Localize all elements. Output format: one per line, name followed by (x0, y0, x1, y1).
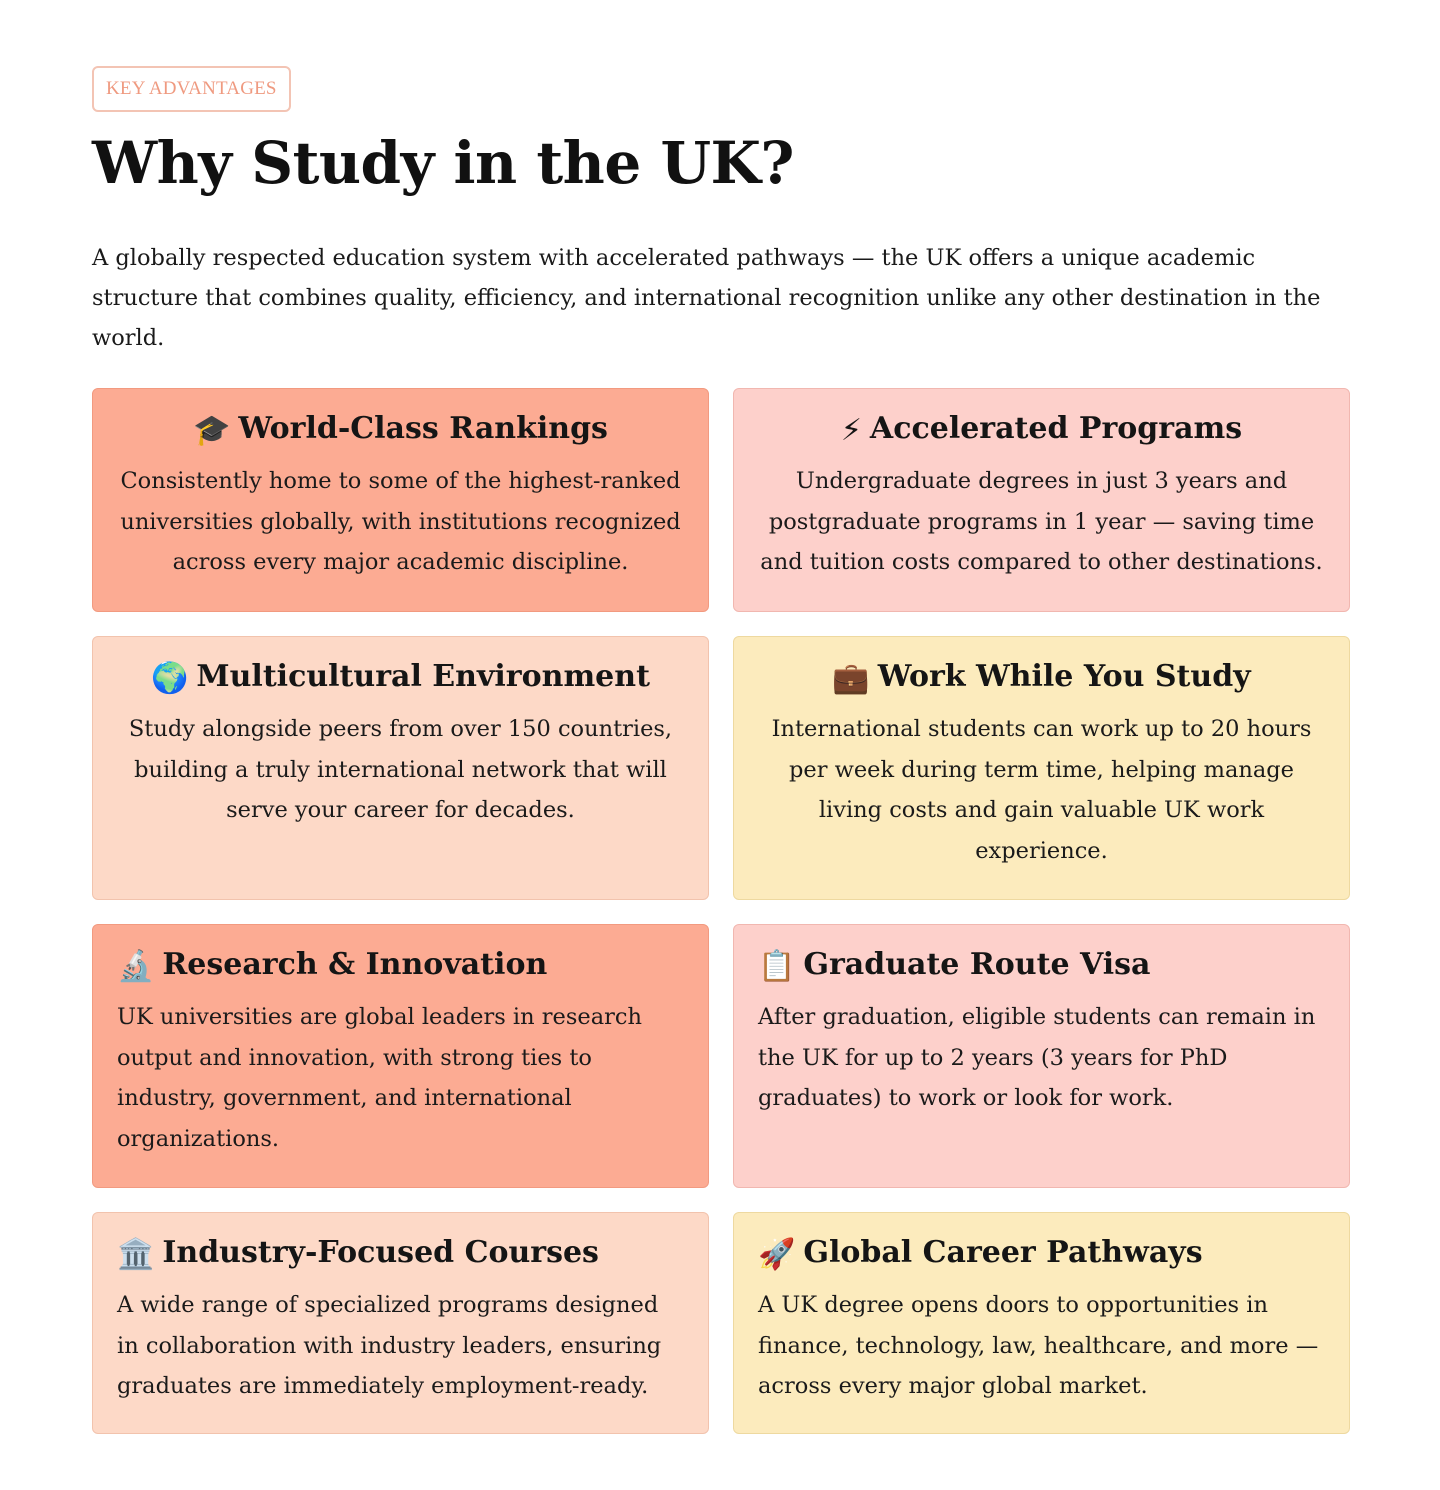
card-description: Undergraduate degrees in just 3 years and postgraduate programs in 1 year — saving time and tuition costs compared to other destinations. (760, 468, 1323, 575)
card-title (758, 1231, 1325, 1277)
globe-icon: 🌍 (151, 661, 189, 696)
card-title-text: Accelerated Programs (869, 411, 1243, 446)
clipboard-icon: 📋 (758, 949, 796, 984)
card-title-text: World-Class Rankings (238, 411, 608, 446)
card-title-text: Work While You Study (877, 659, 1251, 694)
microscope-icon: 🔬 (117, 949, 155, 984)
advantage-card-work-while-you-study (733, 636, 1350, 900)
advantage-card-research-innovation (92, 924, 709, 1188)
section-badge: KEY ADVANTAGES (92, 66, 291, 112)
card-title (117, 943, 684, 989)
intro-paragraph: A globally respected education system with accelerated pathways — the UK offers a unique academic structure that combines quality, efficiency, and international recognition unlike any other destination in the world. (92, 245, 1321, 351)
card-title (117, 655, 684, 701)
card-title (758, 407, 1325, 453)
card-description: A UK degree opens doors to opportunities in finance, technology, law, healthcare, and more — across every major global market. (758, 1292, 1319, 1399)
briefcase-icon: 💼 (832, 661, 870, 696)
advantage-card-world-class-rankings (92, 388, 709, 612)
card-title (117, 1231, 684, 1277)
graduation-cap-icon: 🎓 (193, 413, 231, 448)
advantages-grid (92, 388, 1348, 1434)
card-description: International students can work up to 20 hours per week during term time, helping manage living costs and gain valuable UK work experience. (771, 716, 1312, 864)
card-title (758, 943, 1325, 989)
card-description: After graduation, eligible students can remain in the UK for up to 2 years (3 years for PhD graduates) to work or look for work. (758, 1004, 1316, 1111)
card-description: UK universities are global leaders in research output and innovation, with strong ties to industry, government, and international organizations. (117, 1004, 642, 1152)
card-title-text: Research & Innovation (162, 947, 548, 982)
card-title (758, 655, 1325, 701)
advantage-card-graduate-route-visa (733, 924, 1350, 1188)
card-description: Study alongside peers from over 150 countries, building a truly international network that will serve your career for decades. (128, 716, 673, 823)
card-title-text: Graduate Route Visa (803, 947, 1151, 982)
advantage-card-industry-focused-courses (92, 1212, 709, 1434)
card-title-text: Industry-Focused Courses (162, 1235, 599, 1270)
card-title (117, 407, 684, 453)
card-description: A wide range of specialized programs designed in collaboration with industry leaders, ensuring graduates are immediately employment-ready. (117, 1292, 662, 1399)
card-title-text: Multicultural Environment (196, 659, 650, 694)
advantage-card-multicultural-environment (92, 636, 709, 900)
advantage-card-accelerated-programs (733, 388, 1350, 612)
card-title-text: Global Career Pathways (803, 1235, 1203, 1270)
advantage-card-global-career-pathways (733, 1212, 1350, 1434)
card-description: Consistently home to some of the highest-ranked universities globally, with institutions recognized across every major academic discipline. (120, 468, 681, 575)
page-title: Why Study in the UK? (92, 129, 794, 197)
classical-building-icon: 🏛️ (117, 1237, 155, 1272)
lightning-icon: ⚡ (840, 413, 862, 448)
rocket-icon: 🚀 (758, 1237, 796, 1272)
